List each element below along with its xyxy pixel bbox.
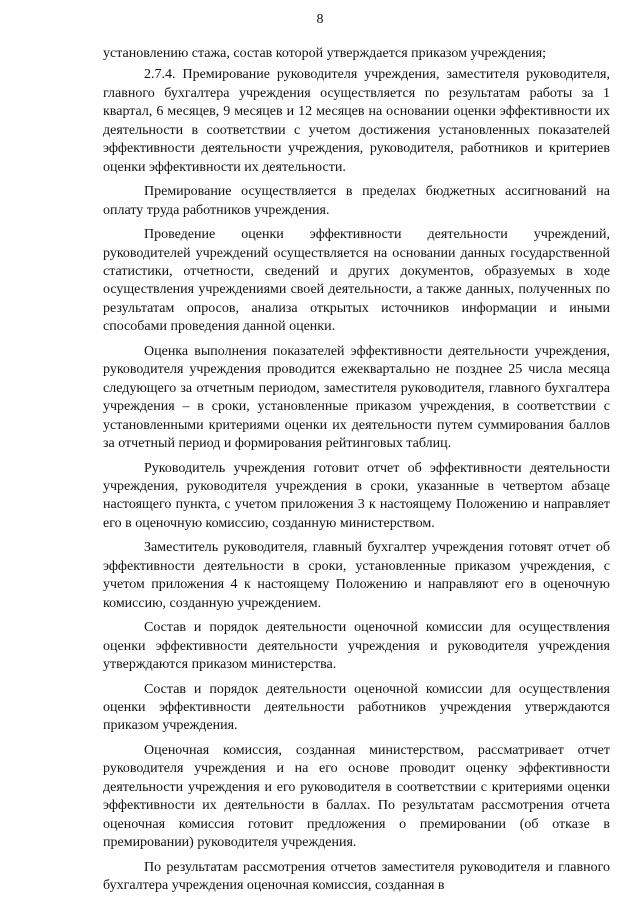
paragraph-director-report: Руководитель учреждения готовит отчет об эффективности деятельности учреждения, руководителя учреждения в сроки, указанные в четвертом абзаце настоящего пункта, с учетом приложения 3 к настоящему Положению и направляет его в оценочную комиссию, созданную министерством. [103,460,610,531]
page-number: 8 [316,12,324,27]
paragraph-budget: Премирование осуществляется в пределах бюджетных ассигнований на оплату труда работников учреждения. [103,184,610,218]
paragraph-commission-review: Оценочная комиссия, созданная министерством, рассматривает отчет руководителя учреждения и на его основе проводит оценку эффективности деятельности учреждения и его руководителя в соответствии с критериями оценки эффективности их деятельности в баллах. По результатам рассмотрения отчета оценочная комиссия готовит предложения о премировании (об отказе в премировании) руководителя учреждения. [103,742,610,851]
paragraph-institution-commission: Состав и порядок деятельности оценочной комиссии для осуществления оценки эффективности деятельности работников учреждения утверждаются приказом учреждения. [103,681,610,734]
paragraph-assessment-timing: Оценка выполнения показателей эффективности деятельности учреждения, руководителя учреждения проводится ежеквартально не позднее 25 числа месяца следующего за отчетным периодом, заместителя руководителя, главного бухгалтера учреждения – в сроки, установленные приказом учреждения, в соответствии с установленными критериями оценки их деятельности путем суммирования баллов за отчетный период и формирования рейтинговых таблиц. [103,343,610,452]
paragraph-deputy-review: По результатам рассмотрения отчетов заместителя руководителя и главного бухгалтера учреждения оценочная комиссия, созданная в [103,859,610,894]
paragraph-assessment-basis: Проведение оценки эффективности деятельности учреждений, руководителей учреждений осуществляется на основании данных государственной статистики, отчетности, сведений и других документов, образуемых в ходе осуществления учреждениями своей деятельности, а также данных, полученных по результатам опросов, анализа открытых источников информации и иными способами проведения данной оценки. [103,227,610,335]
paragraph-ministry-commission: Состав и порядок деятельности оценочной комиссии для осуществления оценки эффективности деятельности учреждения и руководителя учреждения утверждаются приказом министерства. [103,620,610,673]
paragraph-continuation: установлению стажа, состав которой утверждается приказом учреждения; [103,46,547,61]
document-body [103,45,610,901]
paragraph-2-7-4: 2.7.4. Премирование руководителя учреждения, заместителя руководителя, главного бухгалтера учреждения осуществляется по результатам работы за 1 квартал, 6 месяцев, 9 месяцев и 12 месяцев на основании оценки эффективности их деятельности в соответствии с учетом достижения установленных показателей эффективности деятельности учреждения, руководителя, работников и критериев оценки эффективности их деятельности. [103,67,610,175]
paragraph-deputy-report: Заместитель руководителя, главный бухгалтер учреждения готовят отчет об эффективности деятельности в сроки, установленные приказом учреждения, с учетом приложения 4 к настоящему Положению и направляют его в оценочную комиссию, созданную учреждением. [103,540,610,611]
